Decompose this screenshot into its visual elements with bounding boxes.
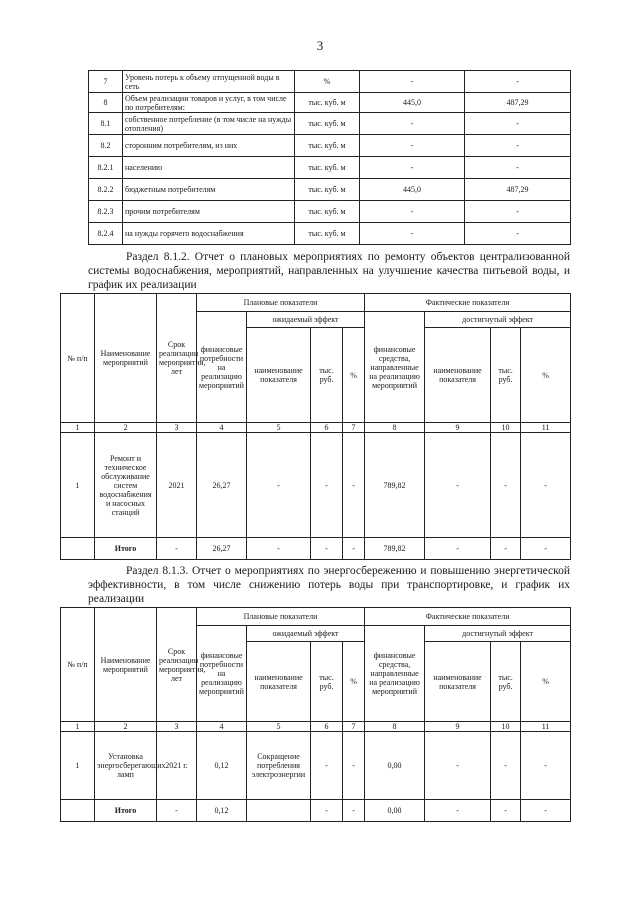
cell-name: бюджетным потребителям xyxy=(123,179,295,201)
hdr-term: Срок реализации мероприятия, лет xyxy=(157,608,197,722)
cell-fact-fin: 789,82 xyxy=(365,433,425,538)
hdr-ach-name: наименование показателя xyxy=(425,328,491,423)
hdr-exp-name: наименование показателя xyxy=(247,328,311,423)
hdr-actual: Фактические показатели xyxy=(365,608,571,626)
cell-unit: тыс. куб. м xyxy=(295,201,360,223)
cell-unit: % xyxy=(295,71,360,93)
cell-v2: - xyxy=(465,113,571,135)
column-number: 8 xyxy=(365,423,425,433)
cell-num: 1 xyxy=(61,433,95,538)
hdr-expected: ожидаемый эффект xyxy=(247,312,365,328)
hdr-term: Срок реализации мероприятия, лет xyxy=(157,294,197,423)
cell-ach-name: - xyxy=(425,732,491,800)
column-number: 10 xyxy=(491,722,521,732)
hdr-ach-rub: тыс. руб. xyxy=(491,328,521,423)
cell-num: 1 xyxy=(61,732,95,800)
column-number: 9 xyxy=(425,423,491,433)
total-pct: - xyxy=(343,800,365,822)
hdr-actual: Фактические показатели xyxy=(365,294,571,312)
cell-v1: - xyxy=(360,201,465,223)
hdr-planned: Плановые показатели xyxy=(197,294,365,312)
cell-v2: - xyxy=(465,223,571,245)
total-exp-name xyxy=(247,800,311,822)
cell-name: Ремонт и техническое обслуживание систем водоснабжения и насосных станций xyxy=(95,433,157,538)
cell-exp-rub: - xyxy=(311,433,343,538)
total-exp-name: - xyxy=(247,538,311,560)
cell-name: Уровень потерь к объему отпущенной воды в сеть xyxy=(123,71,295,93)
hdr-achieved: достигнутый эффект xyxy=(425,312,571,328)
hdr-ach-name: наименование показателя xyxy=(425,642,491,722)
total-row xyxy=(61,538,571,560)
total-ach-name: - xyxy=(425,800,491,822)
cell-name: Объем реализации товаров и услуг, в том числе по потребителям: xyxy=(123,93,295,113)
hdr-pct2: % xyxy=(521,328,571,423)
cell-pct: - xyxy=(343,732,365,800)
cell-v1: 445,0 xyxy=(360,93,465,113)
column-number: 4 xyxy=(197,423,247,433)
column-number: 2 xyxy=(95,722,157,732)
column-number: 10 xyxy=(491,423,521,433)
total-exp-rub: - xyxy=(311,800,343,822)
total-term: - xyxy=(157,800,197,822)
hdr-exp-rub: тыс. руб. xyxy=(311,328,343,423)
cell-name: сторонним потребителям, из них xyxy=(123,135,295,157)
hdr-exp-rub: тыс. руб. xyxy=(311,642,343,722)
column-number: 6 xyxy=(311,423,343,433)
table-row xyxy=(89,93,571,113)
cell-v1: - xyxy=(360,223,465,245)
hdr-plan-fin: финансовые потребности на реализацию мероприятий xyxy=(197,312,247,423)
section-lead: Раздел 8.1.3. xyxy=(126,565,189,577)
cell-unit: тыс. куб. м xyxy=(295,113,360,135)
hdr-name: Наименование мероприятий xyxy=(95,608,157,722)
hdr-achieved: достигнутый эффект xyxy=(425,626,571,642)
hdr-plan-fin: финансовые потребности на реализацию мероприятий xyxy=(197,626,247,722)
repair-events-table xyxy=(60,293,571,560)
cell-name: собственное потребление (в том числе на нужды отопления) xyxy=(123,113,295,135)
section-8-1-3-heading xyxy=(88,564,570,606)
cell-exp-rub: - xyxy=(311,732,343,800)
cell-fact-fin: 0,00 xyxy=(365,732,425,800)
cell-name: населению xyxy=(123,157,295,179)
hdr-fact-fin: финансовые средства, направленные на реализацию мероприятий xyxy=(365,312,425,423)
total-ach-rub: - xyxy=(491,538,521,560)
cell-name: Установка энергосберегающих ламп xyxy=(95,732,157,800)
cell-num: 8.2.2 xyxy=(89,179,123,201)
column-number: 5 xyxy=(247,722,311,732)
cell-num: 8.1 xyxy=(89,113,123,135)
total-row xyxy=(61,800,571,822)
total-label: Итого xyxy=(95,538,157,560)
total-plan-fin: 0,12 xyxy=(197,800,247,822)
total-fact-fin: 0,00 xyxy=(365,800,425,822)
column-number: 7 xyxy=(343,423,365,433)
column-number: 6 xyxy=(311,722,343,732)
hdr-name: Наименование мероприятий xyxy=(95,294,157,423)
section-lead: Раздел 8.1.2. xyxy=(126,251,190,263)
section-8-1-2-heading xyxy=(88,250,570,292)
table-row xyxy=(61,433,571,538)
table-row xyxy=(61,732,571,800)
hdr-num: № п/п xyxy=(61,608,95,722)
cell-v1: 445,0 xyxy=(360,179,465,201)
total-pct2: - xyxy=(521,538,571,560)
hdr-expected: ожидаемый эффект xyxy=(247,626,365,642)
hdr-num: № п/п xyxy=(61,294,95,423)
cell-plan-fin: 0,12 xyxy=(197,732,247,800)
cell-term: 2021 г. xyxy=(157,732,197,800)
cell-ach-name: - xyxy=(425,433,491,538)
column-number: 5 xyxy=(247,423,311,433)
total-pct2: - xyxy=(521,800,571,822)
column-number: 7 xyxy=(343,722,365,732)
cell-v2: - xyxy=(465,201,571,223)
column-number: 4 xyxy=(197,722,247,732)
table-row xyxy=(89,201,571,223)
total-ach-rub: - xyxy=(491,800,521,822)
cell-v1: - xyxy=(360,157,465,179)
column-number: 1 xyxy=(61,722,95,732)
cell-v1: - xyxy=(360,71,465,93)
hdr-pct: % xyxy=(343,642,365,722)
cell-v2: 487,29 xyxy=(465,93,571,113)
column-number: 11 xyxy=(521,722,571,732)
section-title: Отчет о мероприятиях по энергосбережению и повышению энергетической эффективности, в том числе снижению потерь воды при транспортировке, и график их реализации xyxy=(88,565,571,605)
cell-ach-rub: - xyxy=(491,732,521,800)
column-numbers-row xyxy=(61,722,571,732)
total-plan-fin: 26,27 xyxy=(197,538,247,560)
hdr-fact-fin: финансовые средства, направленные на реализацию мероприятий xyxy=(365,626,425,722)
cell-v1: - xyxy=(360,135,465,157)
total-exp-rub: - xyxy=(311,538,343,560)
table-row xyxy=(89,223,571,245)
hdr-ach-rub: тыс. руб. xyxy=(491,642,521,722)
total-term: - xyxy=(157,538,197,560)
energy-saving-table xyxy=(60,607,571,822)
cell-pct: - xyxy=(343,433,365,538)
cell-v1: - xyxy=(360,113,465,135)
cell-exp-name: Сокращение потребления электроэнергии xyxy=(247,732,311,800)
page-number: 3 xyxy=(316,38,324,53)
table-row xyxy=(89,157,571,179)
cell-num: 7 xyxy=(89,71,123,93)
column-number: 9 xyxy=(425,722,491,732)
total-fact-fin: 789,82 xyxy=(365,538,425,560)
table-row xyxy=(89,71,571,93)
cell-name: прочим потребителям xyxy=(123,201,295,223)
cell-num: 8.2.1 xyxy=(89,157,123,179)
cell-pct2: - xyxy=(521,433,571,538)
cell-num: 8.2 xyxy=(89,135,123,157)
indicators-table xyxy=(88,70,571,245)
cell-v2: - xyxy=(465,135,571,157)
cell-term: 2021 xyxy=(157,433,197,538)
cell-v2: 487,29 xyxy=(465,179,571,201)
total-pct: - xyxy=(343,538,365,560)
cell-num: 8.2.3 xyxy=(89,201,123,223)
cell-exp-name: - xyxy=(247,433,311,538)
table-row xyxy=(89,135,571,157)
cell-ach-rub: - xyxy=(491,433,521,538)
cell-unit: тыс. куб. м xyxy=(295,157,360,179)
cell-name: на нужды горячего водоснабжения xyxy=(123,223,295,245)
table-row xyxy=(89,113,571,135)
column-number: 8 xyxy=(365,722,425,732)
column-number: 1 xyxy=(61,423,95,433)
cell-plan-fin: 26,27 xyxy=(197,433,247,538)
section-title: Отчет о плановых мероприятиях по ремонту объектов централизованной системы водоснабжения, мероприятий, направленных на улучшение качества питьевой воды, и график их реализации xyxy=(88,251,571,291)
total-ach-name: - xyxy=(425,538,491,560)
cell-unit: тыс. куб. м xyxy=(295,179,360,201)
cell-unit: тыс. куб. м xyxy=(295,93,360,113)
hdr-exp-name: наименование показателя xyxy=(247,642,311,722)
cell-unit: тыс. куб. м xyxy=(295,223,360,245)
hdr-pct2: % xyxy=(521,642,571,722)
column-number: 11 xyxy=(521,423,571,433)
hdr-pct: % xyxy=(343,328,365,423)
column-number: 3 xyxy=(157,423,197,433)
column-number: 2 xyxy=(95,423,157,433)
cell-v2: - xyxy=(465,71,571,93)
cell-v2: - xyxy=(465,157,571,179)
column-number: 3 xyxy=(157,722,197,732)
column-numbers-row xyxy=(61,423,571,433)
cell-num: 8.2.4 xyxy=(89,223,123,245)
hdr-planned: Плановые показатели xyxy=(197,608,365,626)
cell-num: 8 xyxy=(89,93,123,113)
cell-unit: тыс. куб. м xyxy=(295,135,360,157)
cell-pct2: - xyxy=(521,732,571,800)
table-row xyxy=(89,179,571,201)
total-label: Итого xyxy=(95,800,157,822)
